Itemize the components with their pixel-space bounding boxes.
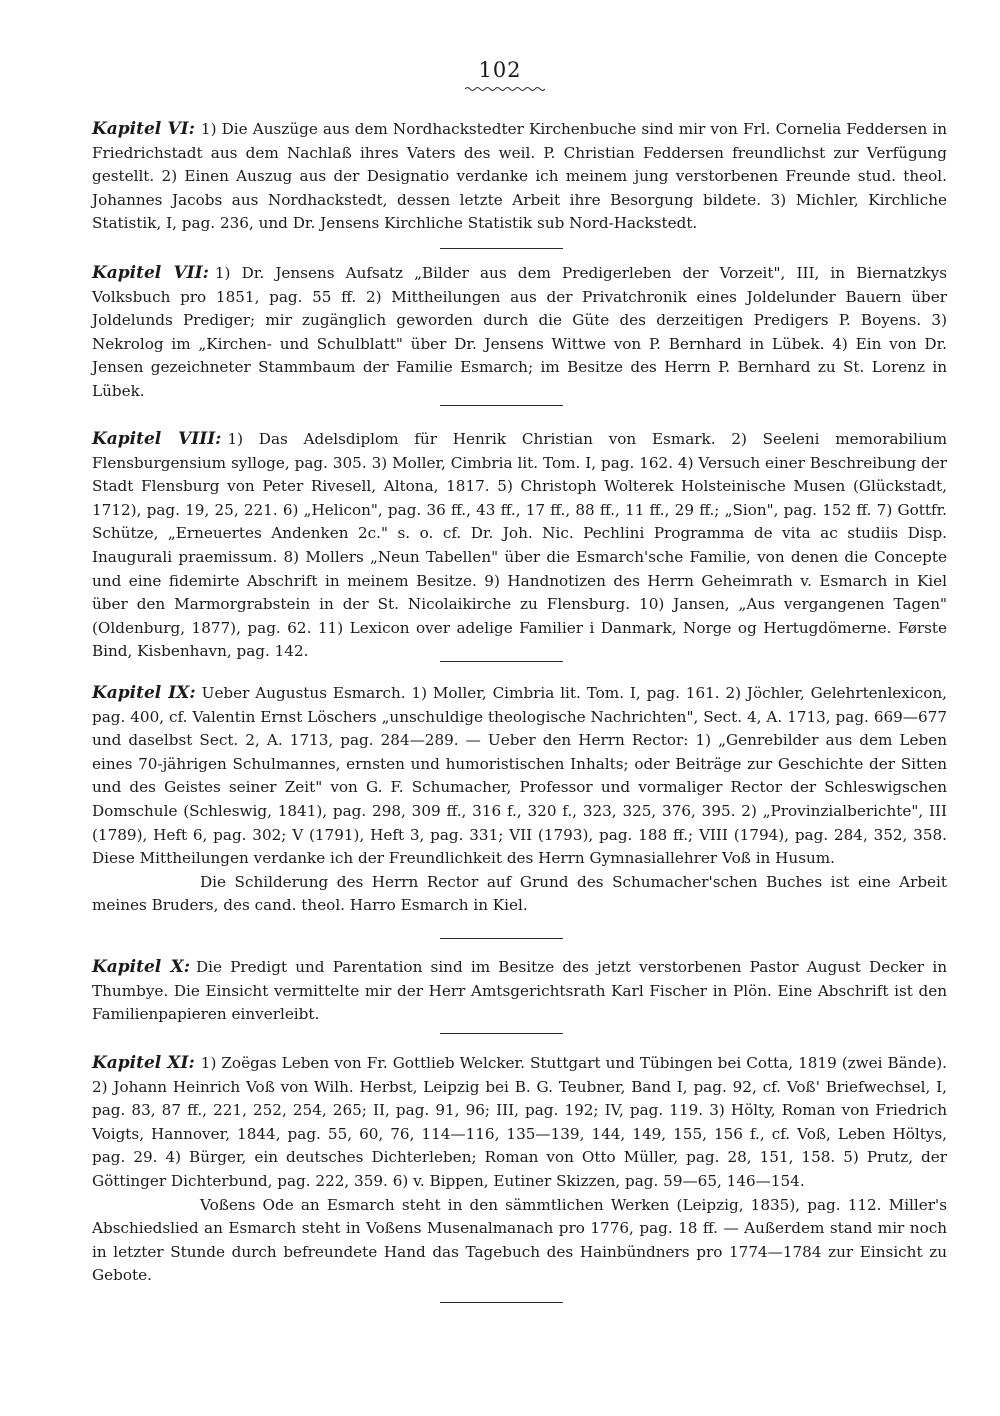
chapter-text: Ueber Augustus Esmarch. 1) Moller, Cimbria lit. Tom. I, pag. 161. 2) Jöchler, Gelehrtenlexicon, pag. 400, cf. Valentin Ernst Löschers „unschuldige theologische Nachrichten", Sect. 4, A. 1713, pag. 669—677 und daselbst Sect. 2, A. 1713, pag. 284—289. — Ueber den Herrn Rector: 1) „Genrebilder aus dem Leben eines 70-jährigen Schulmannes, ernsten und humoristischen Inhalts; oder Beiträge zur Geschichte der Sitten und des Geistes seiner Zeit" von G. F. Schumacher, Professor und vormaliger Rector der Schleswigschen Domschule (Schleswig, 1841), pag. 298, 309 ff., 316 f., 320 f., 323, 325, 376, 395. 2) „Provinzialberichte", III (1789), Heft 6, pag. 302; V (1791), Heft 3, pag. 331; VII (1793), pag. 188 ff.; VIII (1794), pag. 284, 352, 358. Diese Mittheilungen verdanke ich der Freundlichkeit des Herrn Gymnasiallehrer Voß in Husum.: [92, 684, 947, 868]
chapter-paragraph: [92, 262, 947, 404]
chapter-label: Kapitel XI:: [92, 1053, 195, 1073]
chapter-vi: [92, 118, 947, 236]
chapter-ix: [92, 682, 947, 918]
section-divider: [440, 248, 563, 249]
chapter-paragraph: [92, 682, 947, 871]
section-divider: [440, 938, 563, 939]
chapter-label: Kapitel IX:: [92, 683, 196, 703]
chapter-paragraph: Voßens Ode an Esmarch steht in den sämmtlichen Werken (Leipzig, 1835), pag. 112. Miller's Abschiedslied an Esmarch steht in Voßens Musenalmanach pro 1776, pag. 18 ff. — Außerdem stand mir noch in letzter Stunde durch befreundete Hand das Tagebuch des Hainbündners pro 1774—1784 zur Einsicht zu Gebote.: [92, 1195, 947, 1285]
chapter-paragraph: Die Schilderung des Herrn Rector auf Grund des Schumacher'schen Buches ist eine Arbeit meines Bruders, des cand. theol. Harro Esmarch in Kiel.: [92, 872, 947, 915]
chapter-paragraph: [92, 118, 947, 236]
chapter-text: 1) Das Adelsdiplom für Henrik Christian von Esmark. 2) Seeleni memorabilium Flensburgensium sylloge, pag. 305. 3) Moller, Cimbria lit. Tom. I, pag. 162. 4) Versuch einer Beschreibung der Stadt Flensburg von Peter Rivesell, Altona, 1817. 5) Christoph Wolterek Holsteinische Musen (Glückstadt, 1712), pag. 19, 25, 221. 6) „Helicon", pag. 36 ff., 43 ff., 17 ff., 88 ff., 11 ff., 29 ff.; „Sion", pag. 152 ff. 7) Gottfr. Schütze, „Erneuertes Andenken 2c." s. o. cf. Dr. Joh. Nic. Pechlini Programma de vita ac studiis Disp. Inaugurali praemissum. 8) Mollers „Neun Tabellen" über die Esmarch'sche Familie, von denen die Concepte und eine fidemirte Abschrift in meinem Besitze. 9) Handnotizen des Herrn Geheimrath v. Esmarch in Kiel über den Marmorgrabstein in der St. Nicolaikirche zu Flensburg. 10) Jansen, „Aus vergangenen Tagen" (Oldenburg, 1877), pag. 62. 11) Lexicon over adelige Familier i Danmark, Norge og Hertugdömerne. Første Bind, Kisbenhavn, pag. 142.: [92, 430, 947, 661]
chapter-vii: [92, 262, 947, 404]
section-divider: [440, 405, 563, 406]
chapter-paragraph: [92, 428, 947, 664]
section-divider: [440, 661, 563, 662]
chapter-text: 1) Die Auszüge aus dem Nordhackstedter Kirchenbuche sind mir von Frl. Cornelia Feddersen in Friedrichstadt aus dem Nachlaß ihres Vaters des weil. P. Christian Feddersen freundlichst zur Verfügung gestellt. 2) Einen Auszug aus der Designatio verdanke ich meinem jung verstorbenen Freunde stud. theol. Johannes Jacobs aus Nordhackstedt, dessen letzte Arbeit ihre Besorgung bildete. 3) Michler, Kirchliche Statistik, I, pag. 236, und Dr. Jensens Kirchliche Statistik sub Nord-Hackstedt.: [92, 120, 947, 233]
chapter-viii: [92, 428, 947, 664]
chapter-text: 1) Zoëgas Leben von Fr. Gottlieb Welcker. Stuttgart und Tübingen bei Cotta, 1819 (zwei Bände). 2) Johann Heinrich Voß von Wilh. Herbst, Leipzig bei B. G. Teubner, Band I, pag. 92, cf. Voß' Briefwechsel, I, pag. 83, 87 ff., 221, 252, 254, 265; II, pag. 91, 96; III, pag. 192; IV, pag. 119. 3) Hölty, Roman von Friedrich Voigts, Hannover, 1844, pag. 55, 60, 76, 114—116, 135—139, 144, 149, 155, 156 f., cf. Voß, Leben Höltys, pag. 29. 4) Bürger, ein deutsches Dichterleben; Roman von Otto Müller, pag. 28, 151, 158. 5) Prutz, der Göttinger Dichterbund, pag. 222, 359. 6) v. Bippen, Eutiner Skizzen, pag. 59—65, 146—154.: [92, 1054, 947, 1190]
chapter-xi: [92, 1052, 947, 1288]
chapter-label: Kapitel VIII:: [92, 429, 222, 449]
chapter-label: Kapitel VII:: [92, 263, 209, 283]
chapter-paragraph: [92, 956, 947, 1027]
page-number-wavy-underline: [465, 86, 545, 92]
chapter-text: Die Predigt und Parentation sind im Besitze des jetzt verstorbenen Pastor August Decker in Thumbye. Die Einsicht vermittelte mir der Herr Amtsgerichtsrath Karl Fischer in Plön. Eine Abschrift ist den Familienpapieren einverleibt.: [92, 958, 947, 1024]
chapter-paragraph: [92, 1052, 947, 1194]
section-divider: [440, 1033, 563, 1034]
chapter-label: Kapitel X:: [92, 957, 190, 977]
section-divider: [440, 1302, 563, 1303]
chapter-x: [92, 956, 947, 1027]
chapter-text: 1) Dr. Jensens Aufsatz „Bilder aus dem Predigerleben der Vorzeit", III, in Biernatzkys Volksbuch pro 1851, pag. 55 ff. 2) Mittheilungen aus der Privatchronik eines Joldelunder Bauern über Joldelunds Prediger; mir zugänglich geworden durch die Güte des derzeitigen Predigers P. Boyens. 3) Nekrolog im „Kirchen- und Schulblatt" über Dr. Jensens Wittwe von P. Bernhard in Lübek. 4) Ein von Dr. Jensen gezeichneter Stammbaum der Familie Esmarch; im Besitze des Herrn P. Bernhard zu St. Lorenz in Lübek.: [92, 264, 947, 400]
chapter-label: Kapitel VI:: [92, 119, 195, 139]
page-number: 102: [478, 58, 522, 82]
